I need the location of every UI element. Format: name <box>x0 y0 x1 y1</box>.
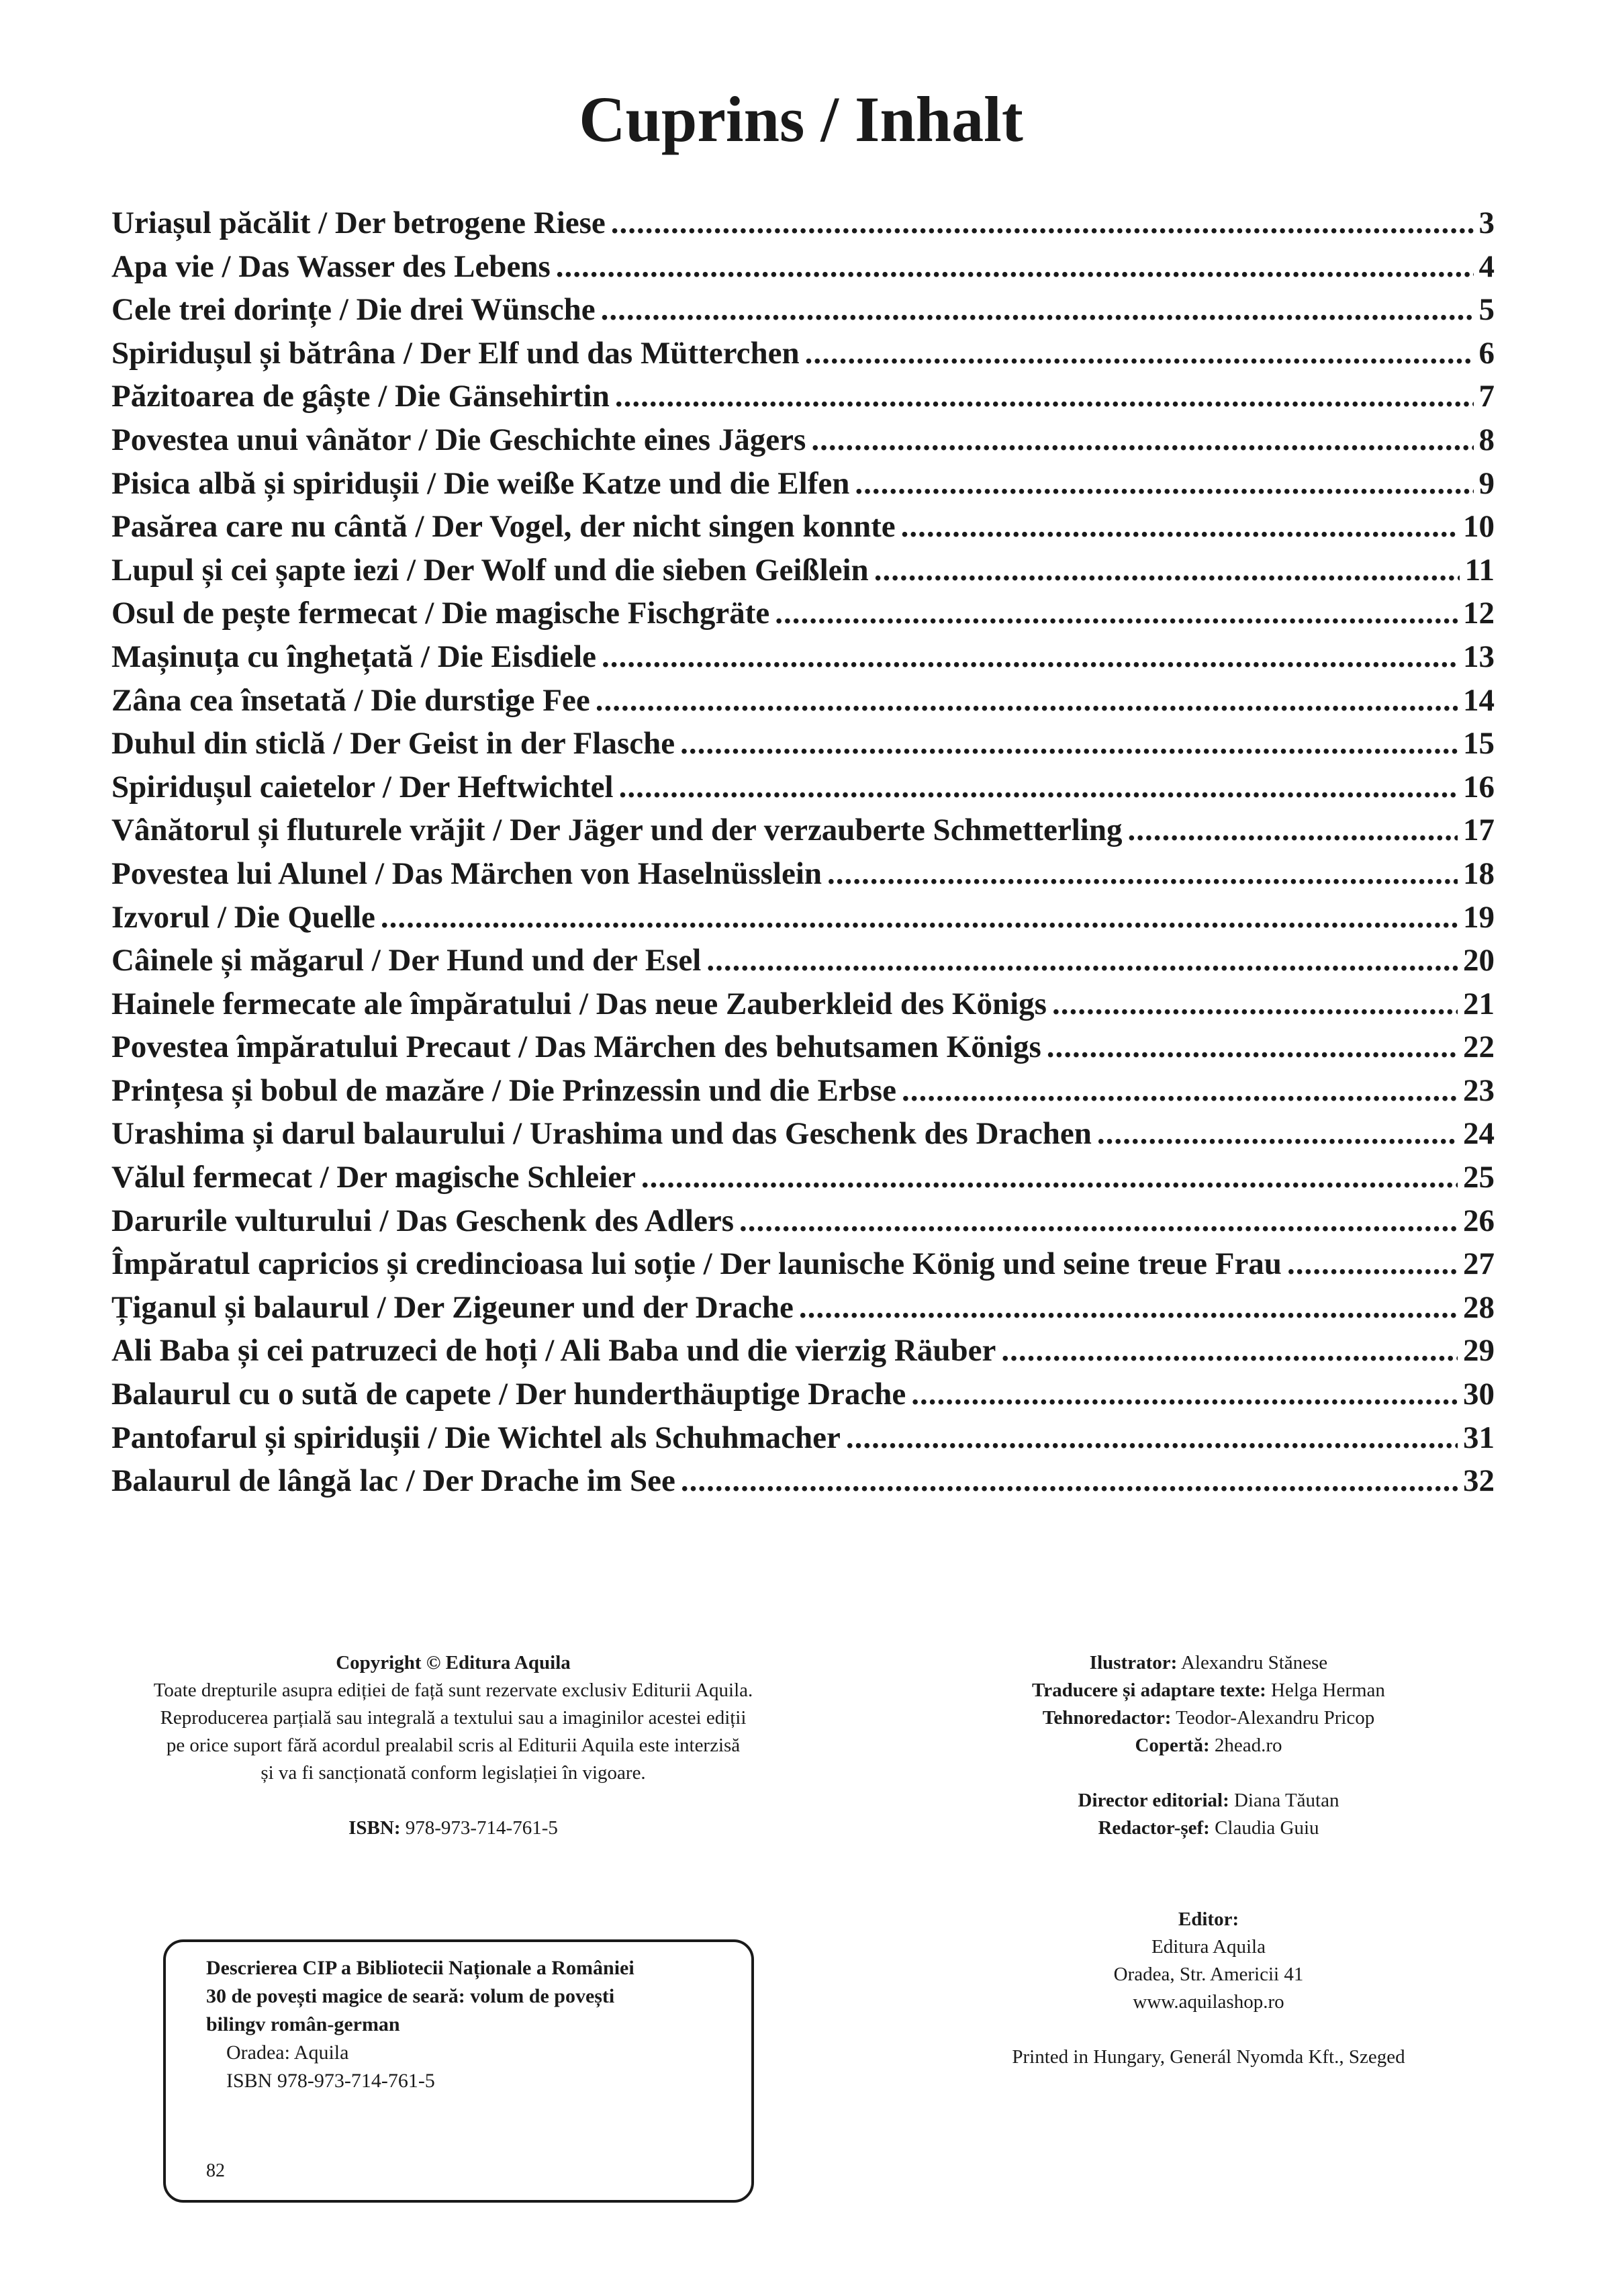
toc-entry-page: 23 <box>1463 1072 1495 1108</box>
toc-dot-leader <box>596 679 1458 722</box>
toc-entry <box>111 766 1495 809</box>
toc-entry <box>111 1156 1495 1199</box>
toc-entry-page: 15 <box>1463 726 1495 762</box>
cip-line: ISBN 978-973-714-761-5 <box>226 2070 435 2092</box>
copyright-line: și va fi sancționată conform legislației în vigoare. <box>261 1762 646 1784</box>
toc-dot-leader <box>381 896 1458 939</box>
toc-entry-page: 12 <box>1463 596 1495 631</box>
toc-dot-leader <box>1047 1025 1458 1068</box>
toc-dot-leader <box>619 766 1458 809</box>
toc-entry-page: 3 <box>1478 205 1495 240</box>
toc-entry-page: 9 <box>1478 465 1495 501</box>
toc-entry-title: Zâna cea însetată / Die durstige Fee <box>111 682 590 718</box>
page-number: 82 <box>206 2160 225 2181</box>
toc-entry <box>111 332 1495 375</box>
toc-entry <box>111 201 1495 245</box>
toc-entry <box>111 375 1495 418</box>
toc-entry <box>111 679 1495 723</box>
toc-entry <box>111 635 1495 679</box>
toc-entry-page: 5 <box>1478 292 1495 328</box>
toc-entry-title: Apa vie / Das Wasser des Lebens <box>111 248 551 284</box>
toc-entry <box>111 505 1495 549</box>
toc-entry-page: 17 <box>1463 813 1495 848</box>
toc-entry-page: 30 <box>1463 1377 1495 1412</box>
cip-line: Oradea: Aquila <box>226 2041 349 2064</box>
toc-entry-page: 14 <box>1463 682 1495 718</box>
toc-entry <box>111 1199 1495 1243</box>
toc-dot-leader <box>775 592 1458 635</box>
toc-dot-leader <box>805 332 1474 375</box>
toc-dot-leader <box>846 1416 1458 1459</box>
toc-entry-page: 31 <box>1463 1420 1495 1455</box>
isbn: ISBN: 978-973-714-761-5 <box>348 1817 558 1839</box>
toc-entry <box>111 1416 1495 1460</box>
editor-website: www.aquilashop.ro <box>1133 1991 1284 2013</box>
toc-entry-page: 25 <box>1463 1160 1495 1195</box>
toc-dot-leader <box>827 852 1458 895</box>
toc-entry-page: 8 <box>1478 422 1495 457</box>
toc-dot-leader <box>1001 1329 1458 1372</box>
copyright-line: Reproducerea parțială sau integrală a textului sau a imaginilor acestei ediții <box>160 1707 747 1729</box>
toc-dot-leader <box>1287 1242 1458 1285</box>
toc-entry-title: Izvorul / Die Quelle <box>111 899 375 935</box>
credit-illustrator: Ilustrator: Alexandru Stănese <box>1089 1652 1328 1673</box>
cip-line: 30 de povești magice de seară: volum de povești <box>206 1985 615 2007</box>
cip-line: Descrierea CIP a Bibliotecii Naționale a României <box>206 1957 634 1979</box>
toc-dot-leader <box>1052 982 1458 1025</box>
toc-entry <box>111 418 1495 462</box>
toc-entry-page: 11 <box>1464 552 1495 588</box>
cip-line: bilingv român-german <box>206 2013 400 2035</box>
toc-entry-title: Pasărea care nu cântă / Der Vogel, der nicht singen konnte <box>111 509 896 545</box>
toc-dot-leader <box>681 1459 1458 1502</box>
toc-entry-title: Uriașul păcălit / Der betrogene Riese <box>111 205 606 240</box>
toc-dot-leader <box>811 418 1473 461</box>
toc-entry-title: Balaurul de lângă lac / Der Drache im See <box>111 1463 675 1499</box>
toc-entry-title: Urashima și darul balaurului / Urashima und das Geschenk des Drachen <box>111 1116 1092 1152</box>
credit-chief-editor: Redactor-șef: Claudia Guiu <box>1098 1817 1319 1839</box>
toc-entry-page: 16 <box>1463 769 1495 805</box>
toc-dot-leader <box>901 505 1458 548</box>
copyright-heading: Copyright © Editura Aquila <box>336 1652 571 1673</box>
toc-entry <box>111 982 1495 1026</box>
toc-entry-title: Povestea lui Alunel / Das Märchen von Haselnüsslein <box>111 856 822 891</box>
credit-cover: Copertă: 2head.ro <box>1135 1735 1282 1756</box>
toc-entry-page: 21 <box>1463 986 1495 1021</box>
toc-entry-title: Cele trei dorințe / Die drei Wünsche <box>111 292 596 328</box>
table-of-contents <box>111 201 1495 1503</box>
toc-entry-page: 10 <box>1463 509 1495 545</box>
toc-entry-page: 28 <box>1463 1289 1495 1325</box>
toc-dot-leader <box>799 1286 1458 1329</box>
toc-entry-page: 18 <box>1463 856 1495 891</box>
toc-dot-leader <box>1097 1112 1458 1155</box>
toc-entry-title: Țiganul și balaurul / Der Zigeuner und der Drache <box>111 1289 794 1325</box>
toc-entry-title: Ali Baba și cei patruzeci de hoți / Ali Baba und die vierzig Räuber <box>111 1333 996 1369</box>
toc-dot-leader <box>601 288 1474 331</box>
toc-dot-leader <box>1128 809 1458 852</box>
toc-entry-page: 26 <box>1463 1203 1495 1238</box>
toc-entry-page: 27 <box>1463 1246 1495 1282</box>
toc-dot-leader <box>911 1373 1458 1416</box>
credits-block <box>927 1649 1491 1842</box>
toc-entry-title: Balaurul cu o sută de capete / Der hunderthäuptige Drache <box>111 1377 906 1412</box>
cip-box <box>163 1939 754 2203</box>
toc-entry <box>111 722 1495 766</box>
toc-entry-title: Povestea unui vânător / Die Geschichte eines Jägers <box>111 422 806 457</box>
toc-entry-page: 19 <box>1463 899 1495 935</box>
toc-entry-page: 20 <box>1463 943 1495 978</box>
toc-entry-title: Duhul din sticlă / Der Geist in der Flasche <box>111 726 675 762</box>
toc-entry <box>111 245 1495 289</box>
toc-entry-title: Hainele fermecate ale împăratului / Das neue Zauberkleid des Königs <box>111 986 1047 1021</box>
toc-entry-title: Prințesa și bobul de mazăre / Die Prinzessin und die Erbse <box>111 1072 896 1108</box>
toc-entry-title: Vălul fermecat / Der magische Schleier <box>111 1160 636 1195</box>
editor-block <box>927 1906 1491 2071</box>
credit-typesetter: Tehnoredactor: Teodor-Alexandru Pricop <box>1042 1707 1375 1729</box>
toc-entry <box>111 462 1495 506</box>
toc-entry <box>111 549 1495 592</box>
toc-entry <box>111 1025 1495 1069</box>
toc-entry <box>111 592 1495 635</box>
toc-entry <box>111 852 1495 896</box>
toc-dot-leader <box>556 245 1474 288</box>
copyright-block <box>101 1649 806 1842</box>
toc-dot-leader <box>641 1156 1458 1199</box>
toc-entry-page: 13 <box>1463 639 1495 674</box>
toc-entry-title: Lupul și cei șapte iezi / Der Wolf und die sieben Geißlein <box>111 552 869 588</box>
toc-entry-title: Spiridușul și bătrâna / Der Elf und das Mütterchen <box>111 335 800 371</box>
toc-dot-leader <box>680 722 1458 765</box>
copyright-line: Toate drepturile asupra ediției de față sunt rezervate exclusiv Editurii Aquila. <box>153 1680 753 1701</box>
credit-translation: Traducere și adaptare texte: Helga Herman <box>1032 1680 1385 1701</box>
toc-dot-leader <box>855 462 1473 505</box>
toc-entry-title: Darurile vulturului / Das Geschenk des Adlers <box>111 1203 735 1238</box>
toc-entry-title: Pantofarul și spiridușii / Die Wichtel als Schuhmacher <box>111 1420 841 1455</box>
toc-dot-leader <box>602 635 1458 678</box>
toc-entry-title: Împăratul capricios și credincioasa lui soție / Der launische König und seine treue Frau <box>111 1246 1282 1282</box>
toc-dot-leader <box>874 549 1460 592</box>
toc-entry-page: 29 <box>1463 1333 1495 1369</box>
toc-entry-title: Mașinuța cu înghețată / Die Eisdiele <box>111 639 596 674</box>
toc-entry <box>111 1286 1495 1330</box>
toc-entry <box>111 896 1495 939</box>
toc-entry-page: 24 <box>1463 1116 1495 1152</box>
toc-entry-title: Spiridușul caietelor / Der Heftwichtel <box>111 769 614 805</box>
toc-entry-page: 7 <box>1478 379 1495 414</box>
page-title: Cuprins / Inhalt <box>579 83 1023 155</box>
toc-entry-title: Osul de pește fermecat / Die magische Fischgräte <box>111 596 770 631</box>
toc-entry-page: 4 <box>1478 248 1495 284</box>
toc-entry-page: 6 <box>1478 335 1495 371</box>
toc-dot-leader <box>611 201 1474 244</box>
toc-entry-title: Vânătorul și fluturele vrăjit / Der Jäger und der verzauberte Schmetterling <box>111 813 1123 848</box>
toc-entry <box>111 1459 1495 1503</box>
toc-entry <box>111 288 1495 332</box>
toc-entry <box>111 939 1495 982</box>
editor-name: Editura Aquila <box>1151 1936 1266 1958</box>
toc-dot-leader <box>902 1069 1458 1112</box>
toc-entry-page: 32 <box>1463 1463 1495 1499</box>
editor-address: Oradea, Str. Americii 41 <box>1113 1964 1304 1985</box>
toc-entry-title: Câinele și măgarul / Der Hund und der Esel <box>111 943 702 978</box>
toc-entry <box>111 1373 1495 1416</box>
toc-entry <box>111 1329 1495 1373</box>
toc-entry <box>111 1069 1495 1113</box>
toc-entry-page: 22 <box>1463 1029 1495 1065</box>
credit-director: Director editorial: Diana Tăutan <box>1078 1790 1339 1811</box>
toc-entry-title: Pisica albă și spiridușii / Die weiße Katze und die Elfen <box>111 465 850 501</box>
copyright-line: pe orice suport fără acordul prealabil scris al Editurii Aquila este interzisă <box>166 1735 741 1756</box>
toc-entry <box>111 1242 1495 1286</box>
toc-entry-title: Povestea împăratului Precaut / Das Märchen des behutsamen Königs <box>111 1029 1041 1065</box>
toc-dot-leader <box>739 1199 1458 1242</box>
toc-entry-title: Păzitoarea de gâște / Die Gänsehirtin <box>111 379 610 414</box>
printed-info: Printed in Hungary, Generál Nyomda Kft., Szeged <box>1012 2046 1405 2068</box>
toc-entry <box>111 1112 1495 1156</box>
editor-label: Editor: <box>1178 1909 1239 1930</box>
toc-entry <box>111 809 1495 852</box>
toc-dot-leader <box>615 375 1474 418</box>
toc-dot-leader <box>706 939 1458 982</box>
